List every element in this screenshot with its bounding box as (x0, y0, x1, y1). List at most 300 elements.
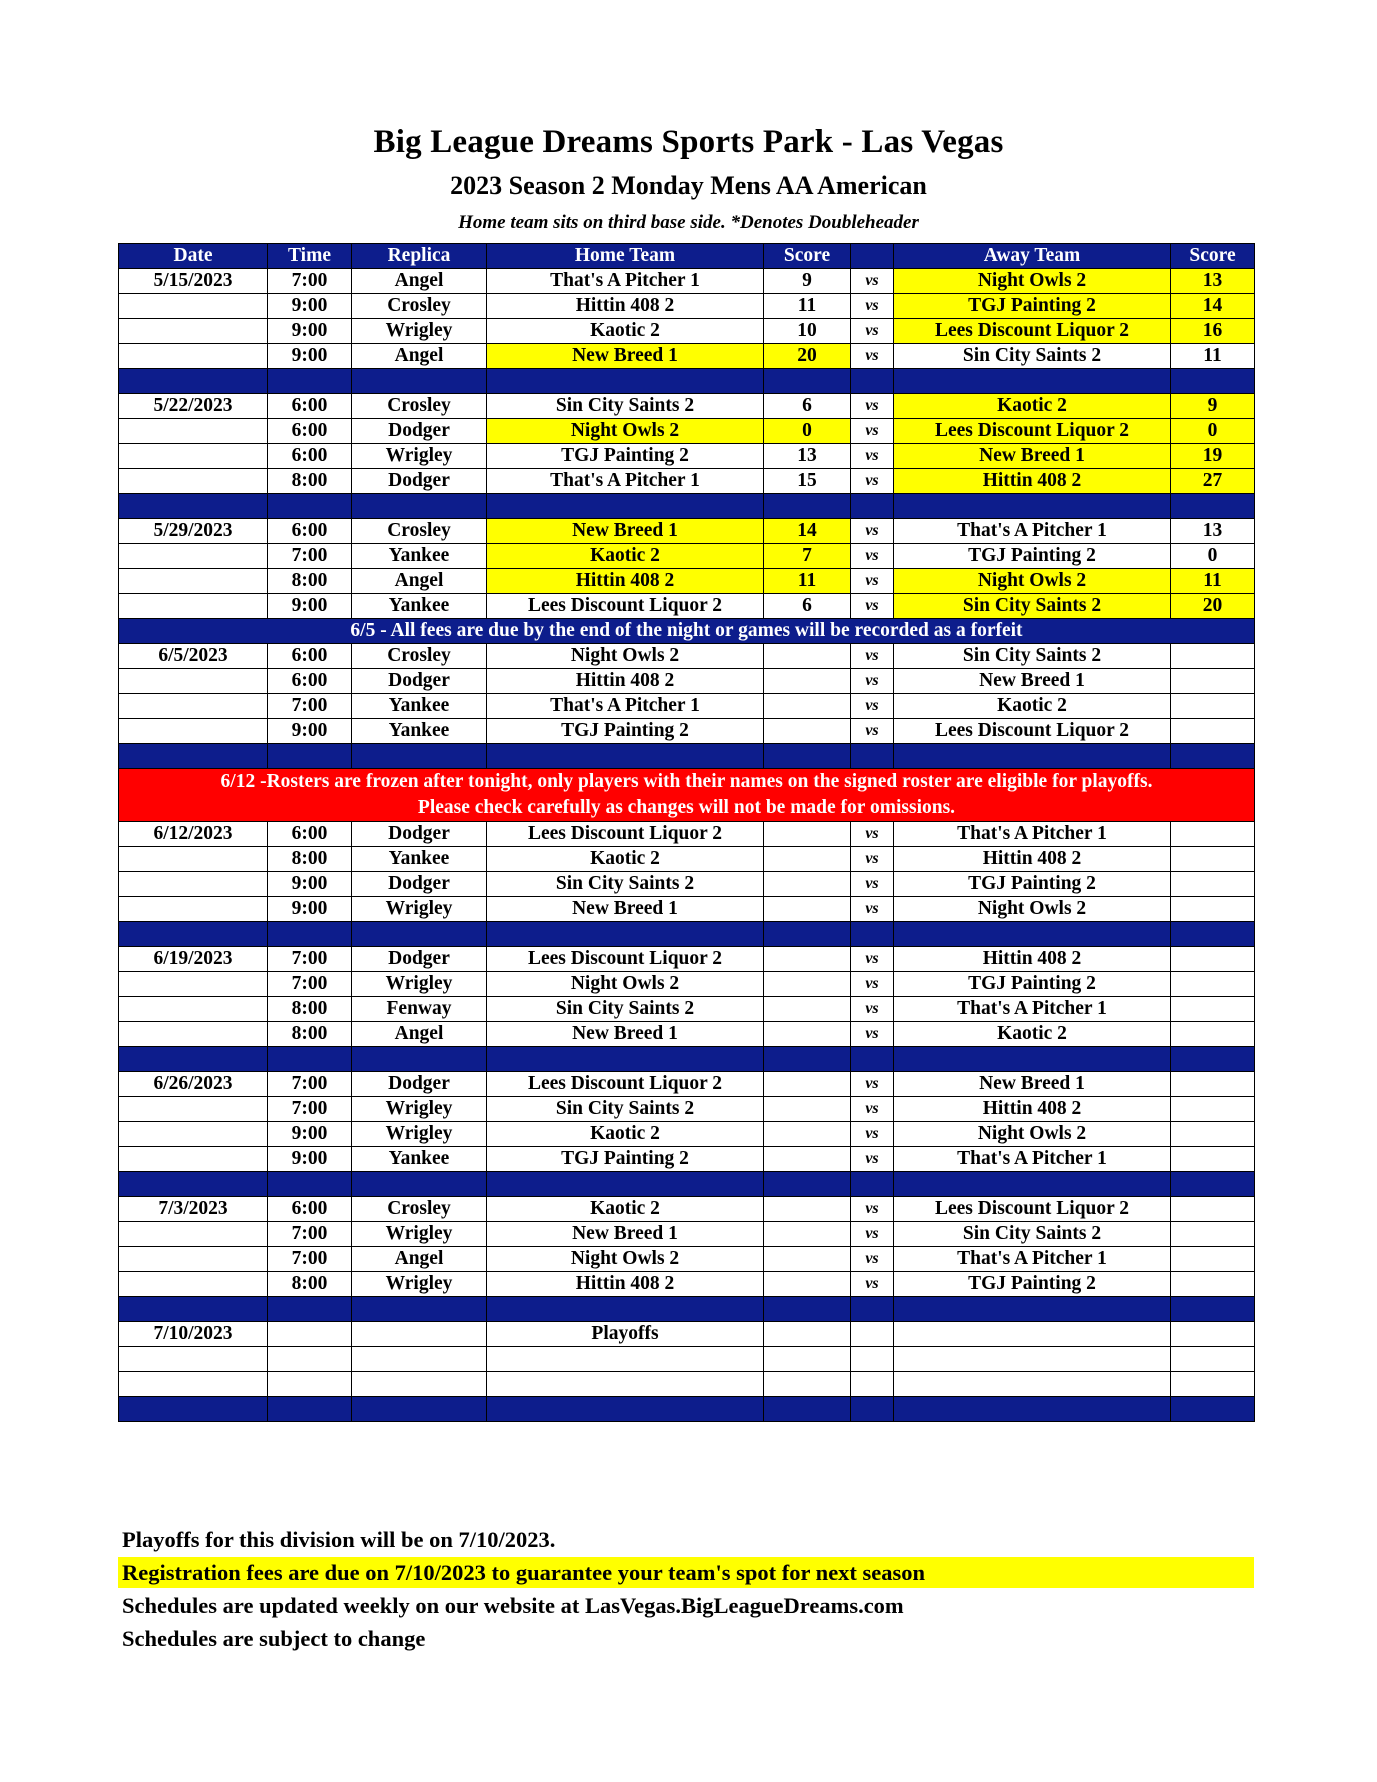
vs-cell: vs (851, 1072, 894, 1097)
vs-cell: vs (851, 997, 894, 1022)
game-row (119, 569, 1255, 594)
home-team-cell: Hittin 408 2 (487, 1272, 764, 1297)
away-score-cell: 11 (1171, 569, 1255, 594)
replica-cell: Wrigley (352, 1097, 487, 1122)
date-cell (119, 344, 268, 369)
home-team-cell: Hittin 408 2 (487, 294, 764, 319)
away-score-cell (1171, 644, 1255, 669)
date-cell (119, 1222, 268, 1247)
separator-cell (851, 922, 894, 947)
home-team-cell: Sin City Saints 2 (487, 394, 764, 419)
week-separator-row (119, 1397, 1255, 1422)
away-score-cell (1171, 1247, 1255, 1272)
col-header-away-team: Away Team (894, 244, 1171, 269)
vs-cell: vs (851, 469, 894, 494)
separator-cell (268, 1397, 352, 1422)
away-team-cell: Hittin 408 2 (894, 947, 1171, 972)
away-score-cell: 11 (1171, 344, 1255, 369)
home-team-cell: TGJ Painting 2 (487, 444, 764, 469)
home-score-cell: 9 (764, 269, 851, 294)
replica-cell: Wrigley (352, 897, 487, 922)
home-score-cell (764, 644, 851, 669)
time-cell: 8:00 (268, 569, 352, 594)
game-row (119, 594, 1255, 619)
game-row (119, 1197, 1255, 1222)
home-score-cell: 7 (764, 544, 851, 569)
col-header-date: Date (119, 244, 268, 269)
separator-cell (1171, 744, 1255, 769)
home-score-cell (764, 1347, 851, 1372)
replica-cell (352, 1372, 487, 1397)
game-row (119, 644, 1255, 669)
separator-cell (268, 1047, 352, 1072)
away-score-cell (1171, 1122, 1255, 1147)
away-score-cell: 14 (1171, 294, 1255, 319)
away-team-cell: TGJ Painting 2 (894, 972, 1171, 997)
separator-cell (851, 1397, 894, 1422)
time-cell: 9:00 (268, 872, 352, 897)
time-cell: 9:00 (268, 344, 352, 369)
vs-cell: vs (851, 1147, 894, 1172)
home-team-cell: Lees Discount Liquor 2 (487, 822, 764, 847)
away-team-cell: Night Owls 2 (894, 569, 1171, 594)
away-team-cell: Hittin 408 2 (894, 847, 1171, 872)
away-team-cell: Lees Discount Liquor 2 (894, 719, 1171, 744)
separator-cell (1171, 1172, 1255, 1197)
away-score-cell (1171, 1072, 1255, 1097)
home-team-cell: Night Owls 2 (487, 972, 764, 997)
home-team-cell: Night Owls 2 (487, 419, 764, 444)
roster-alert-cell (119, 769, 1255, 822)
date-cell (119, 594, 268, 619)
home-score-cell (764, 1072, 851, 1097)
date-cell: 6/19/2023 (119, 947, 268, 972)
home-score-cell: 0 (764, 419, 851, 444)
home-score-cell (764, 997, 851, 1022)
time-cell: 9:00 (268, 897, 352, 922)
game-row (119, 1247, 1255, 1272)
vs-cell: vs (851, 1022, 894, 1047)
date-cell (119, 1247, 268, 1272)
page-title: Big League Dreams Sports Park - Las Vegas (373, 124, 1004, 160)
home-team-cell: New Breed 1 (487, 897, 764, 922)
col-header-vs (851, 244, 894, 269)
separator-cell (1171, 1047, 1255, 1072)
home-team-cell: Kaotic 2 (487, 847, 764, 872)
footer-website-note: Schedules are updated weekly on our website at LasVegas.BigLeagueDreams.com (122, 1593, 904, 1618)
footer-playoffs-note: Playoffs for this division will be on 7/10/2023. (122, 1527, 556, 1552)
time-cell: 9:00 (268, 294, 352, 319)
separator-cell (894, 1172, 1171, 1197)
week-separator-row (119, 369, 1255, 394)
vs-cell: vs (851, 719, 894, 744)
separator-cell (352, 1172, 487, 1197)
replica-cell: Crosley (352, 294, 487, 319)
separator-cell (851, 1172, 894, 1197)
away-team-cell: Sin City Saints 2 (894, 1222, 1171, 1247)
replica-cell (352, 1347, 487, 1372)
vs-cell (851, 1322, 894, 1347)
away-score-cell (1171, 847, 1255, 872)
replica-cell: Crosley (352, 1197, 487, 1222)
separator-cell (352, 369, 487, 394)
game-row (119, 1022, 1255, 1047)
vs-cell: vs (851, 669, 894, 694)
separator-cell (268, 744, 352, 769)
vs-cell: vs (851, 569, 894, 594)
away-team-cell: That's A Pitcher 1 (894, 997, 1171, 1022)
away-team-cell: Hittin 408 2 (894, 1097, 1171, 1122)
home-score-cell (764, 1022, 851, 1047)
home-score-cell (764, 694, 851, 719)
time-cell: 6:00 (268, 419, 352, 444)
away-score-cell: 0 (1171, 419, 1255, 444)
time-cell: 7:00 (268, 1072, 352, 1097)
date-cell (119, 997, 268, 1022)
separator-cell (119, 922, 268, 947)
date-cell (119, 544, 268, 569)
home-score-cell (764, 719, 851, 744)
vs-cell: vs (851, 394, 894, 419)
separator-cell (119, 1297, 268, 1322)
home-score-cell (764, 1372, 851, 1397)
date-cell (119, 1097, 268, 1122)
home-team-cell: TGJ Painting 2 (487, 1147, 764, 1172)
separator-cell (764, 1297, 851, 1322)
separator-cell (1171, 1397, 1255, 1422)
separator-cell (764, 1172, 851, 1197)
separator-cell (1171, 369, 1255, 394)
home-team-cell: TGJ Painting 2 (487, 719, 764, 744)
vs-cell: vs (851, 972, 894, 997)
away-team-cell: TGJ Painting 2 (894, 1272, 1171, 1297)
away-team-cell: Sin City Saints 2 (894, 594, 1171, 619)
away-score-cell (1171, 1097, 1255, 1122)
home-team-cell: Lees Discount Liquor 2 (487, 594, 764, 619)
vs-cell: vs (851, 1222, 894, 1247)
home-team-cell (487, 1347, 764, 1372)
date-cell: 7/10/2023 (119, 1322, 268, 1347)
time-cell: 6:00 (268, 644, 352, 669)
away-score-cell: 9 (1171, 394, 1255, 419)
away-score-cell (1171, 1372, 1255, 1397)
game-row (119, 1122, 1255, 1147)
separator-cell (764, 744, 851, 769)
date-cell (119, 569, 268, 594)
replica-cell: Yankee (352, 544, 487, 569)
separator-cell (268, 1172, 352, 1197)
separator-cell (352, 922, 487, 947)
away-team-cell: Kaotic 2 (894, 1022, 1171, 1047)
vs-cell: vs (851, 419, 894, 444)
footer-registration-note: Registration fees are due on 7/10/2023 to guarantee your team's spot for next season (118, 1557, 1254, 1588)
game-row (119, 694, 1255, 719)
schedule-body (119, 269, 1255, 1422)
separator-cell (764, 922, 851, 947)
replica-cell: Angel (352, 569, 487, 594)
col-header-home-score: Score (764, 244, 851, 269)
home-team-cell: New Breed 1 (487, 344, 764, 369)
separator-cell (851, 494, 894, 519)
date-cell (119, 419, 268, 444)
home-score-cell: 11 (764, 569, 851, 594)
game-row (119, 344, 1255, 369)
home-team-cell: Kaotic 2 (487, 1122, 764, 1147)
vs-cell: vs (851, 294, 894, 319)
game-row (119, 1222, 1255, 1247)
time-cell: 9:00 (268, 319, 352, 344)
away-team-cell: TGJ Painting 2 (894, 544, 1171, 569)
roster-alert-line-1: 6/12 -Rosters are frozen after tonight, only players with their names on the signed roster are eligible for playoffs. (220, 771, 1153, 792)
away-team-cell: Lees Discount Liquor 2 (894, 419, 1171, 444)
home-score-cell (764, 669, 851, 694)
replica-cell: Wrigley (352, 319, 487, 344)
separator-cell (268, 369, 352, 394)
away-team-cell: TGJ Painting 2 (894, 872, 1171, 897)
game-row (119, 294, 1255, 319)
home-team-cell: Sin City Saints 2 (487, 872, 764, 897)
replica-cell: Yankee (352, 594, 487, 619)
replica-cell: Dodger (352, 669, 487, 694)
home-score-cell: 6 (764, 594, 851, 619)
vs-cell: vs (851, 644, 894, 669)
away-score-cell (1171, 997, 1255, 1022)
week-separator-row (119, 1047, 1255, 1072)
date-cell: 6/5/2023 (119, 644, 268, 669)
vs-cell: vs (851, 1272, 894, 1297)
time-cell: 9:00 (268, 594, 352, 619)
date-cell (119, 1122, 268, 1147)
time-cell: 9:00 (268, 719, 352, 744)
separator-cell (487, 1047, 764, 1072)
replica-cell: Crosley (352, 644, 487, 669)
separator-cell (119, 744, 268, 769)
away-team-cell: Lees Discount Liquor 2 (894, 319, 1171, 344)
away-team-cell (894, 1347, 1171, 1372)
replica-cell: Crosley (352, 519, 487, 544)
separator-cell (1171, 922, 1255, 947)
home-team-cell: That's A Pitcher 1 (487, 694, 764, 719)
week-separator-row (119, 1297, 1255, 1322)
separator-cell (268, 494, 352, 519)
home-score-cell: 6 (764, 394, 851, 419)
away-score-cell: 0 (1171, 544, 1255, 569)
away-score-cell: 19 (1171, 444, 1255, 469)
home-score-cell (764, 1322, 851, 1347)
home-team-cell: New Breed 1 (487, 1022, 764, 1047)
date-cell (119, 1147, 268, 1172)
home-team-cell (487, 1372, 764, 1397)
replica-cell: Angel (352, 344, 487, 369)
home-team-cell: Sin City Saints 2 (487, 997, 764, 1022)
vs-cell: vs (851, 519, 894, 544)
time-cell (268, 1372, 352, 1397)
separator-cell (894, 922, 1171, 947)
replica-cell: Wrigley (352, 1122, 487, 1147)
home-score-cell (764, 1197, 851, 1222)
replica-cell: Yankee (352, 1147, 487, 1172)
game-row (119, 997, 1255, 1022)
time-cell: 6:00 (268, 519, 352, 544)
separator-cell (1171, 1297, 1255, 1322)
vs-cell: vs (851, 1197, 894, 1222)
game-row (119, 1272, 1255, 1297)
page-subtitle: 2023 Season 2 Monday Mens AA American (450, 171, 927, 200)
separator-cell (119, 494, 268, 519)
home-score-cell (764, 1147, 851, 1172)
date-cell (119, 469, 268, 494)
away-team-cell: Sin City Saints 2 (894, 344, 1171, 369)
time-cell: 8:00 (268, 997, 352, 1022)
home-team-cell: That's A Pitcher 1 (487, 469, 764, 494)
separator-cell (851, 369, 894, 394)
away-score-cell: 16 (1171, 319, 1255, 344)
home-score-cell (764, 897, 851, 922)
replica-cell: Crosley (352, 394, 487, 419)
fees-notice-row (119, 619, 1255, 644)
game-row (119, 394, 1255, 419)
separator-cell (894, 1297, 1171, 1322)
home-score-cell: 20 (764, 344, 851, 369)
time-cell (268, 1322, 352, 1347)
game-row (119, 419, 1255, 444)
away-team-cell: Night Owls 2 (894, 897, 1171, 922)
away-score-cell (1171, 1347, 1255, 1372)
separator-cell (487, 1172, 764, 1197)
separator-cell (352, 494, 487, 519)
game-row (119, 519, 1255, 544)
away-score-cell (1171, 1222, 1255, 1247)
week-separator-row (119, 744, 1255, 769)
away-score-cell: 13 (1171, 269, 1255, 294)
date-cell: 6/26/2023 (119, 1072, 268, 1097)
time-cell: 7:00 (268, 269, 352, 294)
week-separator-row (119, 1172, 1255, 1197)
home-team-cell: Lees Discount Liquor 2 (487, 1072, 764, 1097)
away-score-cell: 13 (1171, 519, 1255, 544)
home-score-cell (764, 1122, 851, 1147)
separator-cell (851, 1047, 894, 1072)
date-cell (119, 1372, 268, 1397)
date-cell (119, 1272, 268, 1297)
date-cell (119, 669, 268, 694)
replica-cell: Angel (352, 269, 487, 294)
home-score-cell (764, 822, 851, 847)
away-score-cell (1171, 947, 1255, 972)
replica-cell: Wrigley (352, 1222, 487, 1247)
away-team-cell: New Breed 1 (894, 1072, 1171, 1097)
away-score-cell (1171, 669, 1255, 694)
replica-cell: Dodger (352, 419, 487, 444)
away-score-cell (1171, 872, 1255, 897)
date-cell (119, 897, 268, 922)
away-team-cell: New Breed 1 (894, 669, 1171, 694)
col-header-away-score: Score (1171, 244, 1255, 269)
away-team-cell: That's A Pitcher 1 (894, 822, 1171, 847)
home-score-cell: 15 (764, 469, 851, 494)
separator-cell (894, 494, 1171, 519)
away-score-cell (1171, 1147, 1255, 1172)
time-cell: 8:00 (268, 847, 352, 872)
home-score-cell (764, 1222, 851, 1247)
vs-cell: vs (851, 444, 894, 469)
vs-cell: vs (851, 694, 894, 719)
home-team-cell: Sin City Saints 2 (487, 1097, 764, 1122)
vs-cell: vs (851, 822, 894, 847)
time-cell: 7:00 (268, 1097, 352, 1122)
game-row (119, 469, 1255, 494)
separator-cell (851, 744, 894, 769)
away-score-cell (1171, 822, 1255, 847)
home-team-cell: New Breed 1 (487, 519, 764, 544)
separator-cell (487, 494, 764, 519)
away-score-cell (1171, 719, 1255, 744)
away-team-cell: Hittin 408 2 (894, 469, 1171, 494)
separator-cell (894, 744, 1171, 769)
away-score-cell (1171, 1322, 1255, 1347)
fees-notice-text: 6/5 - All fees are due by the end of the night or games will be recorded as a forfeit (119, 619, 1255, 644)
footer-change-note: Schedules are subject to change (122, 1626, 426, 1651)
replica-cell: Yankee (352, 847, 487, 872)
date-cell (119, 872, 268, 897)
schedule-table (118, 243, 1255, 1422)
roster-alert-line-2: Please check carefully as changes will not be made for omissions. (417, 797, 956, 818)
replica-cell: Wrigley (352, 1272, 487, 1297)
vs-cell: vs (851, 847, 894, 872)
separator-cell (1171, 494, 1255, 519)
separator-cell (352, 1397, 487, 1422)
home-score-cell: 14 (764, 519, 851, 544)
date-cell (119, 719, 268, 744)
home-team-cell: Kaotic 2 (487, 319, 764, 344)
away-score-cell (1171, 694, 1255, 719)
separator-cell (352, 1047, 487, 1072)
separator-cell (851, 1297, 894, 1322)
separator-cell (487, 1397, 764, 1422)
game-row (119, 897, 1255, 922)
separator-cell (764, 369, 851, 394)
away-team-cell: Lees Discount Liquor 2 (894, 1197, 1171, 1222)
home-team-cell: Night Owls 2 (487, 644, 764, 669)
home-team-cell: New Breed 1 (487, 1222, 764, 1247)
away-team-cell: Sin City Saints 2 (894, 644, 1171, 669)
home-team-cell: Playoffs (487, 1322, 764, 1347)
game-row (119, 319, 1255, 344)
game-row (119, 269, 1255, 294)
separator-cell (894, 1047, 1171, 1072)
replica-cell: Wrigley (352, 972, 487, 997)
vs-cell: vs (851, 872, 894, 897)
replica-cell: Dodger (352, 1072, 487, 1097)
home-score-cell (764, 972, 851, 997)
replica-cell: Dodger (352, 947, 487, 972)
vs-cell: vs (851, 947, 894, 972)
date-cell: 6/12/2023 (119, 822, 268, 847)
replica-cell: Dodger (352, 469, 487, 494)
game-row (119, 444, 1255, 469)
date-cell (119, 1347, 268, 1372)
separator-cell (764, 1047, 851, 1072)
separator-cell (764, 1397, 851, 1422)
separator-cell (352, 744, 487, 769)
col-header-time: Time (268, 244, 352, 269)
time-cell: 7:00 (268, 694, 352, 719)
home-score-cell: 10 (764, 319, 851, 344)
vs-cell: vs (851, 269, 894, 294)
replica-cell (352, 1322, 487, 1347)
week-separator-row (119, 494, 1255, 519)
game-row (119, 1372, 1255, 1397)
